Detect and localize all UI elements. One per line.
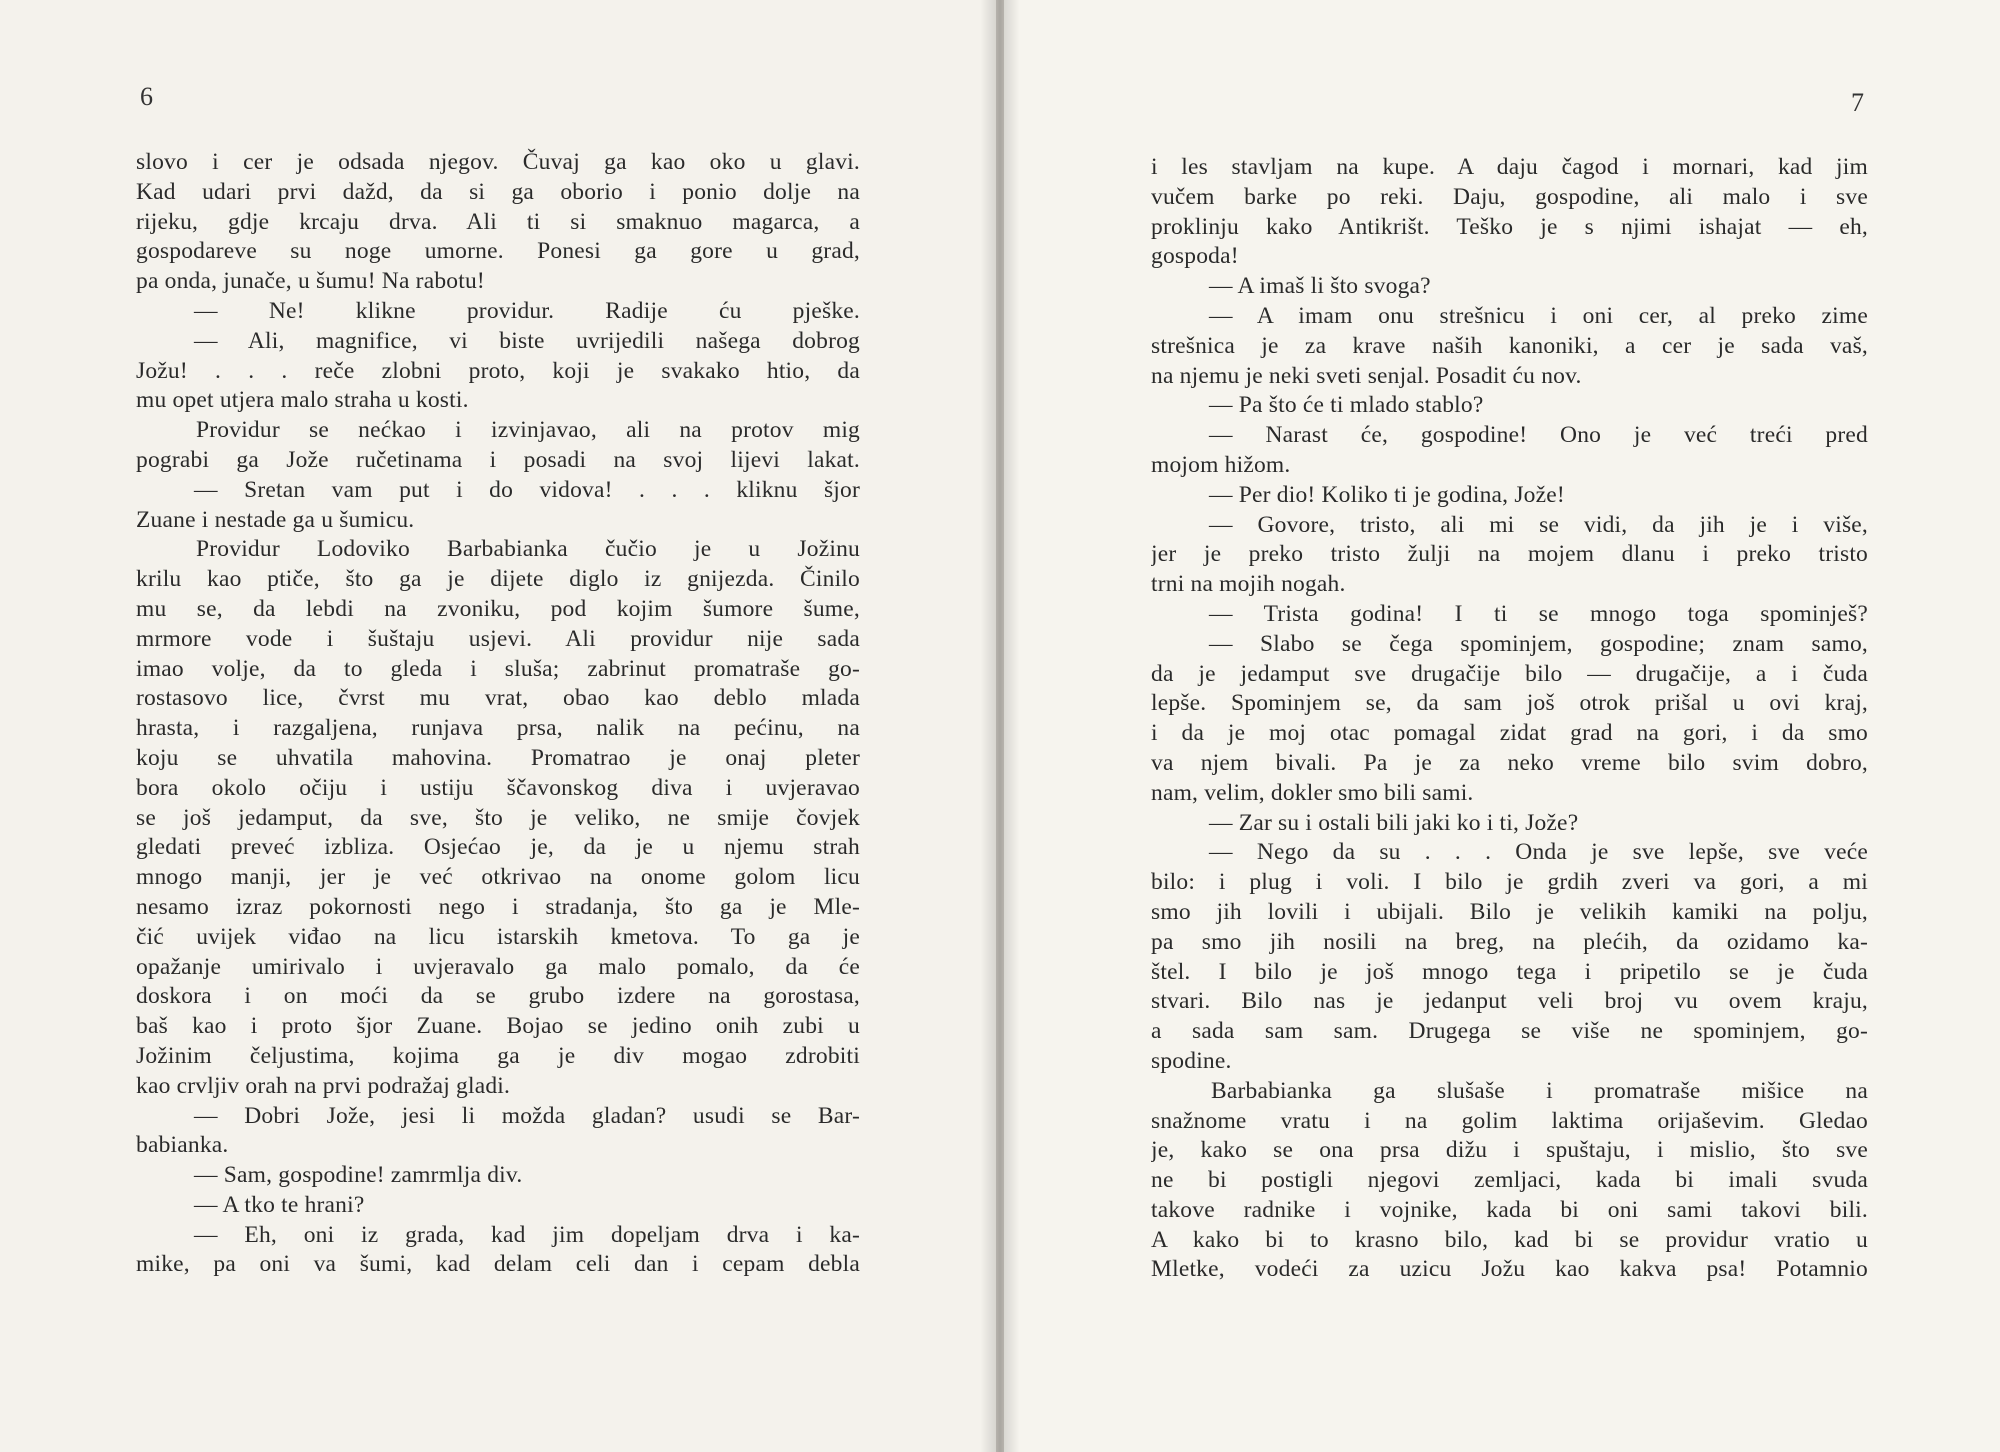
text-line: na njemu je neki sveti senjal. Posadit ću nov. (1151, 362, 1582, 389)
text-line: hrasta, i razgaljena, runjava prsa, nalik na pećinu, na (136, 715, 860, 742)
text-line: rijeku, gdje krcaju drva. Ali ti si smaknuo magarca, a (136, 208, 860, 235)
right-page-text (1151, 153, 1868, 1285)
text-line: Barbabianka ga slušaše i promatraše mišice na (1211, 1077, 1868, 1104)
text-line: — A imam onu strešnicu i oni cer, al preko zime (1209, 302, 1868, 329)
text-line: Jožinim čeljustima, kojima ga je div mogao zdrobiti (136, 1042, 860, 1069)
text-line: vučem barke po reki. Daju, gospodine, ali malo i sve (1151, 183, 1868, 210)
text-line: — Pa što će ti mlado stablo? (1209, 392, 1484, 419)
text-line: bora okolo očiju i ustiju ščavonskog diva i uvjeravao (136, 774, 860, 801)
book-gutter (980, 0, 1020, 1452)
text-line: štel. I bilo je još mnogo tega i pripetilo se je čuda (1151, 958, 1868, 985)
text-line: strešnica je za krave naših kanoniki, a cer je sada vaš, (1151, 332, 1868, 359)
text-line: Zuane i nestade ga u šumicu. (136, 506, 415, 533)
text-line: mnogo manji, jer je već otkrivao na onome golom licu (136, 864, 860, 891)
text-line: mu opet utjera malo straha u kosti. (136, 387, 469, 414)
text-line: gledati preveć izbliza. Osjećao je, da je u njemu strah (136, 834, 860, 861)
text-line: — Dobri Jože, jesi li možda gladan? usudi se Bar- (194, 1102, 860, 1129)
text-line: — Sam, gospodine! zamrmlja div. (194, 1162, 523, 1189)
text-line: mike, pa oni va šumi, kad delam celi dan i cepam debla (136, 1251, 860, 1278)
text-line: baš kao i proto šjor Zuane. Bojao se jedino onih zubi u (136, 1013, 860, 1040)
text-line: Jožu! . . . reče zlobni proto, koji je svakako htio, da (136, 357, 860, 384)
page-number-right: 7 (1851, 88, 1864, 117)
text-line: — Sretan vam put i do vidova! . . . kliknu šjor (194, 476, 860, 503)
text-line: — A imaš li što svoga? (1209, 273, 1431, 300)
left-page-text (136, 148, 860, 1280)
text-line: snažnome vratu i na golim laktima orijaševim. Gledao (1151, 1107, 1868, 1134)
text-line: lepše. Spominjem se, da sam još otrok prišal u ovi kraj, (1151, 690, 1868, 717)
text-line: nesamo izraz pokornosti nego i stradanja, što ga je Mle- (136, 893, 860, 920)
text-line: mojom hižom. (1151, 451, 1291, 478)
text-line: — Slabo se čega spominjem, gospodine; znam samo, (1209, 630, 1868, 657)
text-line: jer je preko tristo žulji na mojem dlanu i preko tristo (1151, 541, 1868, 568)
text-line: — Zar su i ostali bili jaki ko i ti, Jože? (1209, 809, 1579, 836)
text-line: je, kako se ona prsa dižu i spuštaju, i mislio, što sve (1151, 1137, 1868, 1164)
text-line: stvari. Bilo nas je jedanput veli broj vu ovem kraju, (1151, 988, 1868, 1015)
text-line: trni na mojih nogah. (1151, 571, 1346, 598)
text-line: se još jedamput, da sve, što je veliko, ne smije čovjek (136, 804, 860, 831)
text-line: opažanje umirivalo i uvjeravalo ga malo pomalo, da će (136, 953, 860, 980)
text-line: pa smo jih nosili na breg, na plećih, da ozidamo ka- (1151, 928, 1868, 955)
text-line: rostasovo lice, čvrst mu vrat, obao kao deblo mlada (136, 685, 860, 712)
text-line: Kad udari prvi dažd, da si ga oborio i ponio dolje na (136, 178, 860, 205)
text-line: kao crvljiv orah na prvi podražaj gladi. (136, 1072, 511, 1099)
text-line: doskora i on moći da se grubo izdere na gorostasa, (136, 983, 860, 1010)
text-line: bilo: i plug i voli. I bilo je grdih zveri va gori, a mi (1151, 869, 1868, 896)
text-line: slovo i cer je odsada njegov. Čuvaj ga kao oko u glavi. (136, 149, 860, 175)
text-line: va njem bivali. Pa je za neko vreme bilo svim dobro, (1151, 749, 1868, 776)
text-line: da je jedamput sve drugačije bilo — drugačije, a i čuda (1151, 660, 1868, 687)
text-line: ne bi postigli njegovi zemljaci, kada bi imali svuda (1151, 1167, 1868, 1194)
page-number-left: 6 (140, 82, 153, 111)
text-line: takove radnike i vojnike, kada bi oni sami takovi bili. (1151, 1196, 1868, 1223)
text-line: — Narast će, gospodine! Ono je već treći pred (1209, 422, 1868, 449)
text-line: i les stavljam na kupe. A daju čagod i mornari, kad jim (1151, 154, 1868, 180)
text-line: i da je moj otac pomagal zidat grad na gori, i da smo (1151, 720, 1868, 747)
text-line: — Ne! klikne providur. Radije ću pješke. (194, 297, 860, 324)
text-line: pa onda, junače, u šumu! Na rabotu! (136, 268, 485, 295)
text-line: koju se uhvatila mahovina. Promatrao je onaj pleter (136, 744, 860, 771)
text-line: nam, velim, dokler smo bili sami. (1151, 779, 1474, 806)
text-line: Providur Lodoviko Barbabianka čučio je u Jožinu (196, 536, 860, 563)
text-line: spodine. (1151, 1047, 1232, 1074)
text-line: pograbi ga Jože ručetinama i posadi na svoj lijevi lakat. (136, 446, 860, 473)
text-line: — Ali, magnifice, vi biste uvrijedili našega dobrog (194, 327, 860, 354)
text-line: A kako bi to krasno bilo, kad bi se providur vratio u (1151, 1226, 1868, 1253)
text-line: — Per dio! Koliko ti je godina, Jože! (1209, 481, 1565, 508)
text-line: krilu kao ptiče, što ga je dijete diglo iz gnijezda. Činilo (136, 566, 860, 593)
text-line: babianka. (136, 1132, 229, 1159)
text-line: — Nego da su . . . Onda je sve lepše, sve veće (1209, 839, 1868, 866)
text-line: imao volje, da to gleda i sluša; zabrinut promatraše go- (136, 655, 860, 682)
text-line: a sada sam sam. Drugega se više ne spominjem, go- (1151, 1018, 1868, 1045)
text-line: mrmore vode i šuštaju usjevi. Ali providur nije sada (136, 625, 860, 652)
text-line: Mletke, vodeći za uzicu Jožu kao kakva psa! Potamnio (1151, 1256, 1868, 1283)
text-line: — Trista godina! I ti se mnogo toga spominješ? (1209, 600, 1868, 627)
text-line: smo jih lovili i ubijali. Bilo je velikih kamiki na polju, (1151, 898, 1868, 925)
text-line: — Govore, tristo, ali mi se vidi, da jih je i više, (1209, 511, 1868, 538)
text-line: gospodareve su noge umorne. Ponesi ga gore u grad, (136, 238, 860, 265)
right-page (1004, 0, 2000, 1452)
text-line: — A tko te hrani? (194, 1191, 365, 1218)
text-line: Providur se nećkao i izvinjavao, ali na protov mig (196, 417, 860, 444)
text-line: proklinju kako Antikrišt. Teško je s njimi ishajat — eh, (1151, 213, 1868, 240)
text-line: čić uvijek viđao na licu istarskih kmetova. To ga je (136, 923, 860, 950)
text-line: gospoda! (1151, 243, 1239, 270)
text-line: — Eh, oni iz grada, kad jim dopeljam drva i ka- (194, 1221, 860, 1248)
text-line: mu se, da lebdi na zvoniku, pod kojim šumore šume, (136, 595, 860, 622)
left-page (0, 0, 996, 1452)
